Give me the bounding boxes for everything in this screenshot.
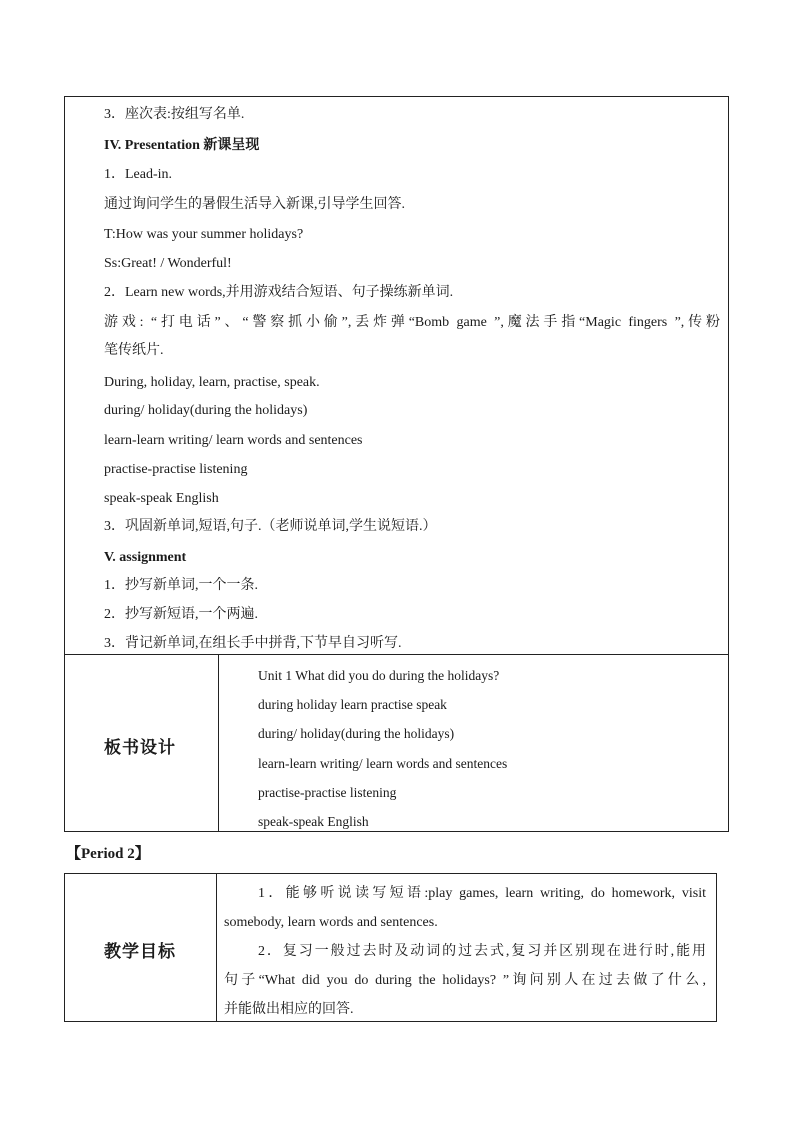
lesson-line: 通过询问学生的暑假生活导入新课,引导学生回答. [104,197,405,212]
table-divider [64,654,729,655]
table-column-divider [218,654,219,832]
objective-line: somebody, learn words and sentences. [224,915,438,930]
objective-line: 2．复习一般过去时及动词的过去式,复习并区别现在进行时,能用 [258,944,706,959]
board-line: Unit 1 What did you do during the holidays? [258,668,500,683]
lesson-line: speak-speak English [104,491,219,506]
lesson-line: T:How was your summer holidays? [104,227,304,242]
board-design-label: 板书设计 [104,738,176,757]
board-line: speak-speak English [258,814,369,829]
lesson-line: During, holiday, learn, practise, speak. [104,375,320,390]
objective-line: 1．能够听说读写短语:play games, learn writing, do homework, visit [258,886,706,901]
lesson-line: Ss:Great! / Wonderful! [104,256,232,271]
board-line: practise-practise listening [258,785,397,800]
lesson-line: 3．背记新单词,在组长手中拼背,下节早自习听写. [104,636,402,651]
objective-line: 并能做出相应的回答. [224,1002,354,1017]
lesson-line: 1．抄写新单词,一个一条. [104,578,258,593]
table-column-divider [216,873,217,1022]
lesson-line: practise-practise listening [104,462,248,477]
board-line: learn-learn writing/ learn words and sentences [258,756,508,771]
lesson-line: 2．抄写新短语,一个两遍. [104,607,258,622]
lesson-line: 游戏: “打电话”、“警察抓小偷”,丢炸弹“Bomb game ”,魔法手指“Magic fingers ”,传粉 [104,315,720,330]
teaching-objectives-label: 教学目标 [104,942,176,961]
lesson-line: 3．座次表:按组写名单. [104,107,245,122]
period-heading: 【Period 2】 [66,846,150,862]
lesson-line: 1．Lead-in. [104,167,173,182]
lesson-line: 3．巩固新单词,短语,句子.（老师说单词,学生说短语.） [104,519,437,534]
lesson-line: 笔传纸片. [104,343,164,358]
section-heading: V. assignment [104,550,187,565]
lesson-line: learn-learn writing/ learn words and sentences [104,433,363,448]
lesson-line: 2．Learn new words,并用游戏结合短语、句子操练新单词. [104,285,454,300]
lesson-line: during/ holiday(during the holidays) [104,403,308,418]
objective-line: 句子“What did you do during the holidays? ”询问别人在过去做了什么, [224,973,706,988]
board-line: during holiday learn practise speak [258,697,447,712]
section-heading: IV. Presentation 新课呈现 [104,138,260,153]
board-line: during/ holiday(during the holidays) [258,726,455,741]
